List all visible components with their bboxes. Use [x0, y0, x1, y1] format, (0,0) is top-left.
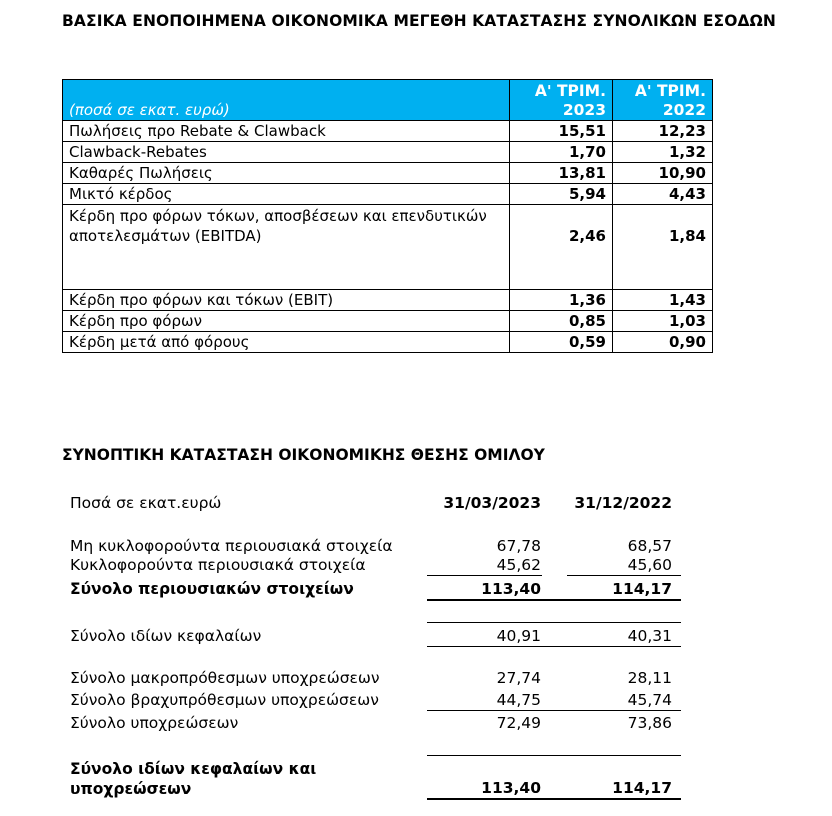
divider	[427, 798, 681, 800]
value-2023: 1,70	[510, 142, 613, 163]
divider	[427, 575, 542, 576]
row-label: Clawback-Rebates	[63, 142, 510, 163]
value-date-2: 45,74	[627, 691, 672, 709]
row-label: Σύνολο ιδίων κεφαλαίων	[70, 627, 262, 645]
row-label-line: αποτελεσμάτων (EBITDA)	[69, 227, 262, 245]
value-2022: 1,03	[613, 311, 713, 332]
column-header-date-1: 31/03/2023	[443, 494, 541, 512]
divider	[567, 575, 681, 576]
row-label	[70, 759, 316, 799]
row-label: Κυκλοφορούντα περιουσιακά στοιχεία	[70, 556, 366, 574]
column-header-year: 2023	[562, 101, 606, 119]
unit-label: Ποσά σε εκατ.ευρώ	[70, 494, 222, 512]
value-date-1: 113,40	[481, 779, 541, 797]
value-date-2: 45,60	[627, 556, 672, 574]
balance-sheet-title: ΣΥΝΟΠΤΙΚΗ ΚΑΤΑΣΤΑΣΗ ΟΙΚΟΝΟΜΙΚΗΣ ΘΕΣΗΣ ΟΜΙΛΟΥ	[62, 446, 545, 464]
value-date-1: 113,40	[481, 580, 541, 598]
value-2022: 10,90	[613, 163, 713, 184]
value-date-1: 40,91	[496, 627, 541, 645]
value-2023: 0,59	[510, 332, 613, 353]
row-label: Κέρδη προ φόρων και τόκων (EBIT)	[63, 290, 510, 311]
value-2022: 1,32	[613, 142, 713, 163]
row-label: Σύνολο μακροπρόθεσμων υποχρεώσεων	[70, 669, 380, 687]
value-date-1: 45,62	[496, 556, 541, 574]
row-label: Μικτό κέρδος	[63, 184, 510, 205]
divider	[427, 710, 681, 711]
value-2022: 0,90	[613, 332, 713, 353]
row-label: Μη κυκλοφορούντα περιουσιακά στοιχεία	[70, 537, 393, 555]
value-date-2: 40,31	[627, 627, 672, 645]
row-label: Καθαρές Πωλήσεις	[63, 163, 510, 184]
divider	[427, 755, 681, 756]
value-2023: 1,36	[510, 290, 613, 311]
value-2023: 15,51	[510, 121, 613, 142]
divider	[427, 646, 681, 647]
row-label: Σύνολο βραχυπρόθεσμων υποχρεώσεων	[70, 691, 379, 709]
value-date-1: 67,78	[496, 537, 541, 555]
value-date-1: 72,49	[496, 714, 541, 732]
row-label: Σύνολο υποχρεώσεων	[70, 714, 239, 732]
value-2023: 2,46	[510, 205, 613, 290]
divider	[427, 622, 681, 623]
row-label: Κέρδη μετά από φόρους	[63, 332, 510, 353]
row-label: Κέρδη προ φόρων	[63, 311, 510, 332]
value-2022: 4,43	[613, 184, 713, 205]
value-2022: 12,23	[613, 121, 713, 142]
value-date-2: 68,57	[627, 537, 672, 555]
column-header-year: 2022	[662, 101, 706, 119]
value-date-2: 114,17	[612, 580, 672, 598]
row-label-line: υποχρεώσεων	[70, 780, 192, 798]
value-2022: 1,84	[613, 205, 713, 290]
value-date-1: 27,74	[496, 669, 541, 687]
unit-label: (ποσά σε εκατ. ευρώ)	[63, 80, 510, 121]
row-label: Πωλήσεις προ Rebate & Clawback	[63, 121, 510, 142]
value-2023: 0,85	[510, 311, 613, 332]
row-label-line: Κέρδη προ φόρων τόκων, αποσβέσεων και επενδυτικών	[69, 207, 487, 225]
value-date-1: 44,75	[496, 691, 541, 709]
column-header-period: Α' ΤΡΙΜ.	[634, 82, 706, 100]
value-2023: 13,81	[510, 163, 613, 184]
value-date-2: 73,86	[627, 714, 672, 732]
income-statement-title: ΒΑΣΙΚΑ ΕΝΟΠΟΙΗΜΕΝΑ ΟΙΚΟΝΟΜΙΚΑ ΜΕΓΕΘΗ ΚΑΤΑΣΤΑΣΗΣ ΣΥΝΟΛΙΚΩΝ ΕΣΟΔΩΝ	[62, 12, 776, 30]
value-2023: 5,94	[510, 184, 613, 205]
value-date-2: 114,17	[612, 779, 672, 797]
row-label: Σύνολο περιουσιακών στοιχείων	[70, 580, 354, 598]
value-2022: 1,43	[613, 290, 713, 311]
row-label-line: Σύνολο ιδίων κεφαλαίων και	[70, 760, 317, 778]
divider	[427, 599, 681, 601]
column-header-period: Α' ΤΡΙΜ.	[534, 82, 606, 100]
column-header-date-2: 31/12/2022	[574, 494, 672, 512]
value-date-2: 28,11	[627, 669, 672, 687]
